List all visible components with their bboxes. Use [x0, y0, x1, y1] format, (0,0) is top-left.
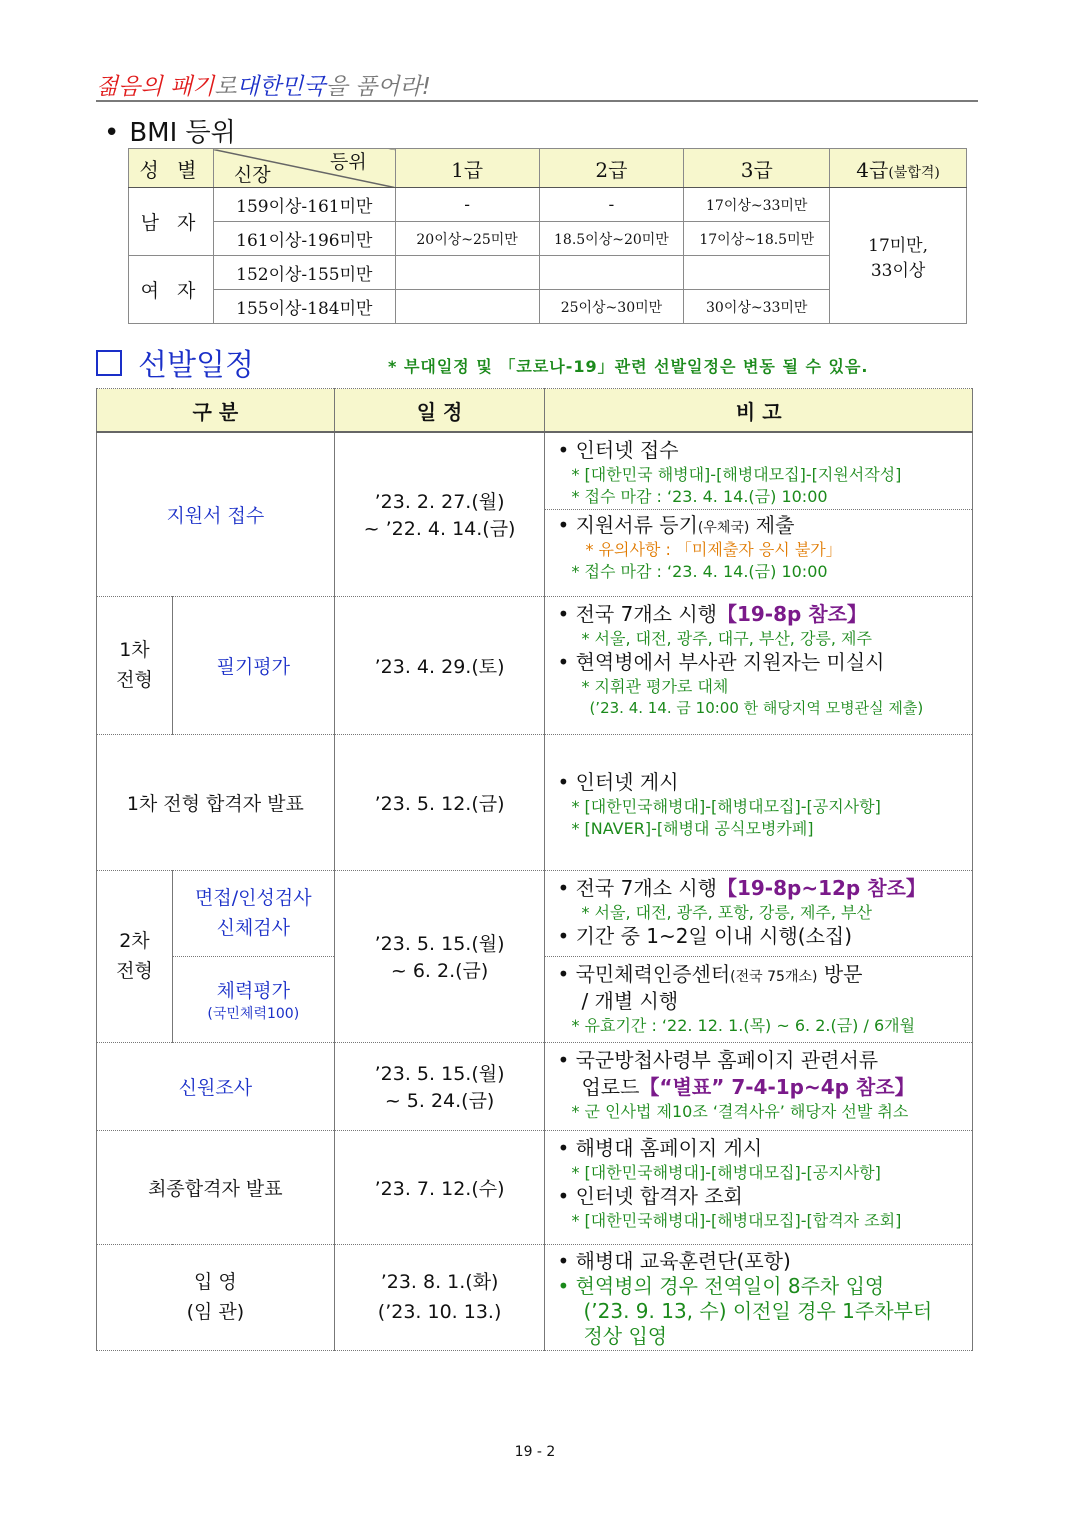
first-stage-group: 1차 전형 — [97, 596, 173, 734]
enlistment-note: • 해병대 교육훈련단(포항) • 현역병의 경우 전역일이 8주차 입영 (’23. 9. 13, 수) 이전일 경우 1주차부터 정상 입영 — [545, 1244, 973, 1350]
bmi-row-height: 159이상-161미만 — [213, 188, 395, 222]
bmi-header-diagonal: 등위 신장 — [213, 149, 395, 188]
apply-date: ’23. 2. 27.(월) ~ ’22. 4. 14.(금) — [334, 432, 545, 596]
bmi-row-g3 — [684, 256, 830, 290]
first-result-note: • 인터넷 게시 * [대한민국해병대]-[해병대모집]-[공지사항] * [NAVER]-[해병대 공식모병카페] — [545, 734, 973, 870]
first-result-category: 1차 전형 합격자 발표 — [97, 734, 335, 870]
bmi-row-g1 — [395, 256, 539, 290]
background-check-date: ’23. 5. 15.(월) ~ 5. 24.(금) — [334, 1042, 545, 1130]
schedule-header-note: 비 고 — [545, 389, 973, 433]
header-part-4: 을 품어라! — [325, 74, 431, 100]
schedule-header-date: 일 정 — [334, 389, 545, 433]
background-check-category: 신원조사 — [97, 1042, 335, 1130]
divider — [545, 509, 972, 510]
bmi-header-g4: 4급(불합격) — [830, 149, 967, 188]
final-result-date: ’23. 7. 12.(수) — [334, 1130, 545, 1244]
bmi-g4-cell: 17미만, 33이상 — [830, 188, 967, 324]
bmi-row-height: 152이상-155미만 — [213, 256, 395, 290]
page-header — [96, 64, 978, 102]
section-note: * 부대일정 및 「코로나-19」관련 선발일정은 변동 될 수 있음. — [388, 357, 869, 376]
bmi-row-height: 155이상-184미만 — [213, 290, 395, 324]
second-stage-note-1: • 전국 7개소 시행【19-8p~12p 참조】 * 서울, 대전, 광주, 포항, 강릉, 제주, 부산 • 기간 중 1~2일 이내 시행(소집) — [545, 870, 973, 956]
bmi-row-g2: - — [539, 188, 684, 222]
bullet-icon: • — [104, 118, 120, 148]
bmi-header-gender: 성 별 — [129, 149, 214, 188]
bmi-female-label: 여 자 — [129, 256, 214, 324]
bmi-row-g2: 18.5이상~20미만 — [539, 222, 684, 256]
bmi-row-g3: 17이상~33미만 — [684, 188, 830, 222]
bmi-row-g3: 17이상~18.5미만 — [684, 222, 830, 256]
apply-category: 지원서 접수 — [97, 432, 335, 596]
bmi-title: • BMI 등위 — [104, 118, 236, 148]
second-stage-date: ’23. 5. 15.(월) ~ 6. 2.(금) — [334, 870, 545, 1042]
second-stage-category-1: 면접/인성검사 신체검사 — [172, 870, 334, 956]
schedule-header-category: 구 분 — [97, 389, 335, 433]
bmi-row-g1 — [395, 290, 539, 324]
bmi-header-g3: 3급 — [684, 149, 830, 188]
first-result-date: ’23. 5. 12.(금) — [334, 734, 545, 870]
second-stage-group: 2차 전형 — [97, 870, 173, 1042]
bmi-row-g1: 20이상~25미만 — [395, 222, 539, 256]
bmi-row-g2: 25이상~30미만 — [539, 290, 684, 324]
apply-note: • 인터넷 접수 * [대한민국 해병대]-[해병대모집]-[지원서작성] * 접수 마감 : ‘23. 4. 14.(금) 10:00 • 지원서류 등기(우체국) 제출 * 유의사항 : 「미제출자 응시 불가」 * 접수 마감 : ‘23. 4. 14.(금) 10:00 — [545, 432, 973, 596]
bmi-row-g2 — [539, 256, 684, 290]
first-stage-category: 필기평가 — [172, 596, 334, 734]
bmi-row-height: 161이상-196미만 — [213, 222, 395, 256]
header-part-3: 대한민국 — [236, 74, 326, 100]
first-stage-date: ’23. 4. 29.(토) — [334, 596, 545, 734]
first-stage-note: • 전국 7개소 시행【19-8p 참조】 * 서울, 대전, 광주, 대구, 부산, 강릉, 제주 • 현역병에서 부사관 지원자는 미실시 * 지휘관 평가로 대체 (’23. 4. 14. 금 10:00 한 해당지역 모병관실 제출) — [545, 596, 973, 734]
bmi-header-g2: 2급 — [539, 149, 684, 188]
enlistment-category: 입 영 (임 관) — [97, 1244, 335, 1350]
background-check-note: • 국군방첩사령부 홈페이지 관련서류 업로드【“별표” 7-4-1p~4p 참조】 * 군 인사법 제10조 ‘결격사유’ 해당자 선발 취소 — [545, 1042, 973, 1130]
header-part-2: 로 — [214, 74, 237, 100]
bmi-male-label: 남 자 — [129, 188, 214, 256]
bmi-header-g1: 1급 — [395, 149, 539, 188]
section-title: 선발일정 — [138, 348, 254, 383]
section-checkbox-icon — [96, 350, 122, 376]
second-stage-note-2: • 국민체력인증센터(전국 75개소) 방문 / 개별 시행 * 유효기간 : ‘22. 12. 1.(목) ~ 6. 2.(금) / 6개월 — [545, 956, 973, 1042]
schedule-table — [96, 388, 973, 1351]
bmi-row-g1: - — [395, 188, 539, 222]
bmi-row-g3: 30이상~33미만 — [684, 290, 830, 324]
final-result-category: 최종합격자 발표 — [97, 1130, 335, 1244]
final-result-note: • 해병대 홈페이지 게시 * [대한민국해병대]-[해병대모집]-[공지사항] • 인터넷 합격자 조회 * [대한민국해병대]-[해병대모집]-[합격자 조회] — [545, 1130, 973, 1244]
second-stage-category-2: 체력평가 (국민체력100) — [172, 956, 334, 1042]
header-part-1: 젊음의 패기 — [96, 74, 215, 100]
enlistment-date: ’23. 8. 1.(화) (’23. 10. 13.) — [334, 1244, 545, 1350]
bmi-table — [128, 148, 967, 324]
page-number: 19 - 2 — [514, 1444, 556, 1460]
